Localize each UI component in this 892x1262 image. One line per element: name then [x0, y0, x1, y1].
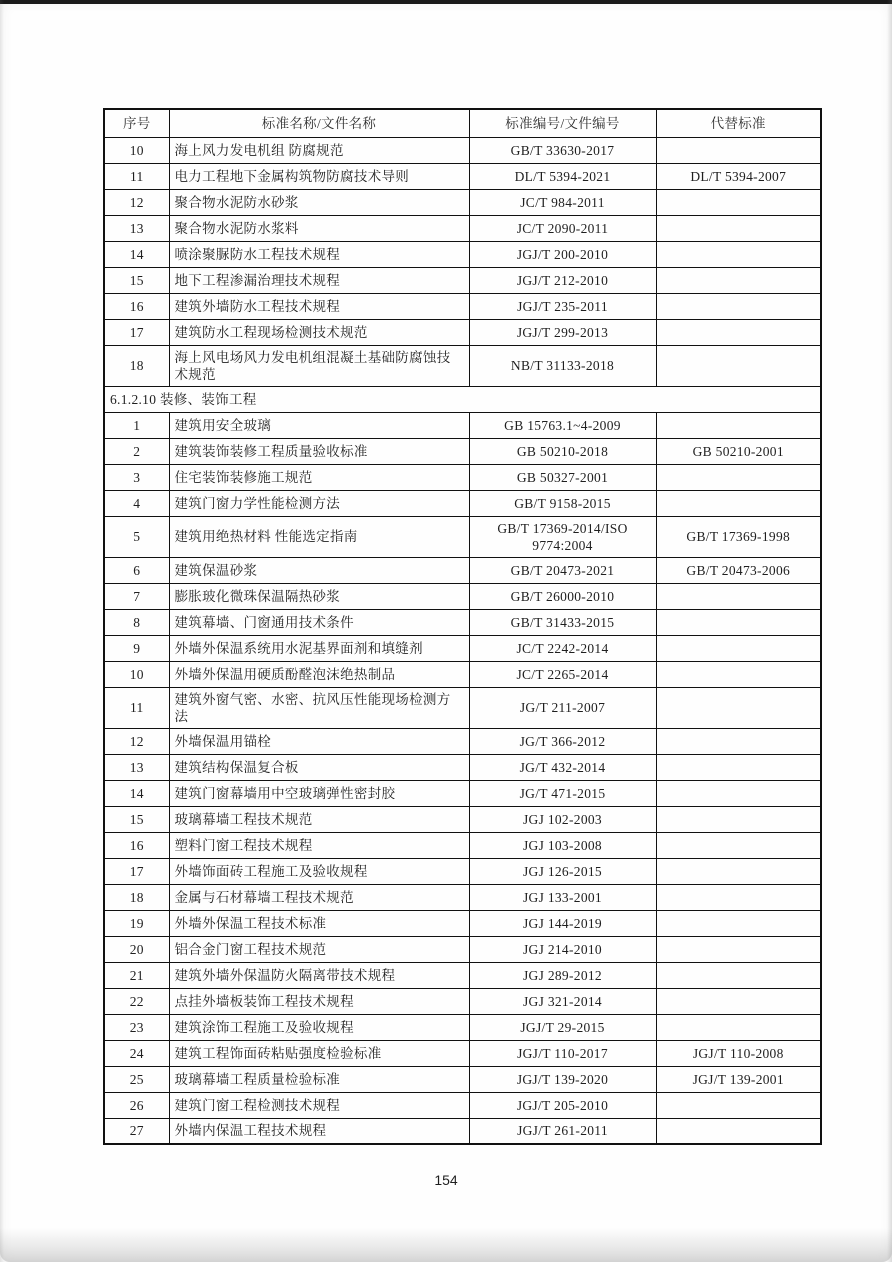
serial-number-cell: 20: [104, 936, 169, 962]
table-row: [104, 189, 821, 215]
serial-number-cell: 7: [104, 583, 169, 609]
standard-name-cell: 建筑保温砂浆: [169, 557, 469, 583]
standard-name-cell: 外墙内保温工程技术规程: [169, 1118, 469, 1144]
page-number: 154: [434, 1172, 458, 1188]
standard-name-cell: 建筑幕墙、门窗通用技术条件: [169, 609, 469, 635]
standard-name-cell: 外墙饰面砖工程施工及验收规程: [169, 858, 469, 884]
scan-right-edge: [887, 0, 892, 1262]
replaced-standard-cell: GB/T 17369-1998: [656, 516, 821, 557]
replaced-standard-cell: [656, 319, 821, 345]
replaced-standard-cell: [656, 661, 821, 687]
table-row: [104, 464, 821, 490]
standard-code-cell: JG/T 366-2012: [469, 728, 656, 754]
replaced-standard-cell: [656, 583, 821, 609]
standard-name-cell: 外墙外保温系统用水泥基界面剂和填缝剂: [169, 635, 469, 661]
table-row: [104, 806, 821, 832]
serial-number-cell: 6: [104, 557, 169, 583]
standard-code-cell: JGJ/T 29-2015: [469, 1014, 656, 1040]
replaced-standard-cell: [656, 412, 821, 438]
serial-number-cell: 19: [104, 910, 169, 936]
standard-name-cell: 外墙外保温工程技术标准: [169, 910, 469, 936]
standard-code-cell: JGJ 289-2012: [469, 962, 656, 988]
standard-code-cell: JC/T 2265-2014: [469, 661, 656, 687]
replaced-standard-cell: [656, 988, 821, 1014]
standard-code-cell: JC/T 2090-2011: [469, 215, 656, 241]
standard-code-cell: JGJ 103-2008: [469, 832, 656, 858]
serial-number-cell: 18: [104, 345, 169, 386]
replaced-standard-cell: [656, 780, 821, 806]
replaced-standard-cell: [656, 1118, 821, 1144]
table-row: [104, 267, 821, 293]
table-row: [104, 557, 821, 583]
standard-name-cell: 建筑用绝热材料 性能选定指南: [169, 516, 469, 557]
serial-number-cell: 25: [104, 1066, 169, 1092]
serial-number-cell: 27: [104, 1118, 169, 1144]
table-row: [104, 215, 821, 241]
standard-code-cell: JC/T 2242-2014: [469, 635, 656, 661]
standard-name-cell: 建筑门窗力学性能检测方法: [169, 490, 469, 516]
table-row: [104, 832, 821, 858]
table-row: [104, 241, 821, 267]
table-row: [104, 412, 821, 438]
standard-code-cell: JGJ/T 261-2011: [469, 1118, 656, 1144]
standard-code-cell: JGJ/T 212-2010: [469, 267, 656, 293]
serial-number-cell: 13: [104, 754, 169, 780]
table-body: [104, 137, 821, 1144]
replaced-standard-cell: DL/T 5394-2007: [656, 163, 821, 189]
standard-name-cell: 建筑结构保温复合板: [169, 754, 469, 780]
standard-name-cell: 喷涂聚脲防水工程技术规程: [169, 241, 469, 267]
serial-number-cell: 23: [104, 1014, 169, 1040]
serial-number-cell: 3: [104, 464, 169, 490]
standard-name-cell: 住宅装饰装修施工规范: [169, 464, 469, 490]
standard-name-cell: 海上风力发电机组 防腐规范: [169, 137, 469, 163]
serial-number-cell: 9: [104, 635, 169, 661]
table-row: [104, 293, 821, 319]
table-row: [104, 583, 821, 609]
serial-number-cell: 4: [104, 490, 169, 516]
standard-code-cell: NB/T 31133-2018: [469, 345, 656, 386]
standard-name-cell: 海上风电场风力发电机组混凝土基础防腐蚀技术规范: [169, 345, 469, 386]
standard-code-cell: JGJ 133-2001: [469, 884, 656, 910]
standard-code-cell: JGJ 144-2019: [469, 910, 656, 936]
replaced-standard-cell: [656, 609, 821, 635]
serial-number-cell: 5: [104, 516, 169, 557]
standard-code-cell: JGJ/T 205-2010: [469, 1092, 656, 1118]
standard-name-cell: 建筑门窗工程检测技术规程: [169, 1092, 469, 1118]
replaced-standard-cell: [656, 267, 821, 293]
standard-name-cell: 建筑工程饰面砖粘贴强度检验标准: [169, 1040, 469, 1066]
standard-code-cell: GB/T 31433-2015: [469, 609, 656, 635]
replaced-standard-cell: [656, 806, 821, 832]
standard-code-cell: GB 15763.1~4-2009: [469, 412, 656, 438]
table-row: [104, 490, 821, 516]
serial-number-cell: 12: [104, 189, 169, 215]
serial-number-cell: 11: [104, 687, 169, 728]
standard-code-cell: JGJ/T 200-2010: [469, 241, 656, 267]
replaced-standard-cell: [656, 962, 821, 988]
table-row: [104, 910, 821, 936]
serial-number-cell: 14: [104, 241, 169, 267]
table-row: [104, 345, 821, 386]
table-row: [104, 858, 821, 884]
replaced-standard-cell: [656, 858, 821, 884]
replaced-standard-cell: JGJ/T 110-2008: [656, 1040, 821, 1066]
serial-number-cell: 13: [104, 215, 169, 241]
serial-number-cell: 18: [104, 884, 169, 910]
replaced-standard-cell: [656, 936, 821, 962]
standard-code-cell: GB/T 17369-2014/ISO 9774:2004: [469, 516, 656, 557]
table-row: [104, 1066, 821, 1092]
table-row: [104, 661, 821, 687]
standard-name-cell: 聚合物水泥防水浆料: [169, 215, 469, 241]
replaced-standard-cell: [656, 137, 821, 163]
table-row: [104, 884, 821, 910]
standard-name-cell: 建筑涂饰工程施工及验收规程: [169, 1014, 469, 1040]
replaced-standard-cell: [656, 293, 821, 319]
serial-number-cell: 16: [104, 293, 169, 319]
table-row: [104, 687, 821, 728]
serial-number-cell: 2: [104, 438, 169, 464]
serial-number-cell: 15: [104, 806, 169, 832]
standard-name-cell: 外墙外保温用硬质酚醛泡沫绝热制品: [169, 661, 469, 687]
standard-code-cell: JG/T 432-2014: [469, 754, 656, 780]
standard-name-cell: 铝合金门窗工程技术规范: [169, 936, 469, 962]
serial-number-cell: 21: [104, 962, 169, 988]
serial-number-cell: 15: [104, 267, 169, 293]
standard-code-cell: GB/T 20473-2021: [469, 557, 656, 583]
replaced-standard-cell: [656, 910, 821, 936]
header-standard-name: 标准名称/文件名称: [169, 109, 469, 137]
standard-code-cell: GB/T 9158-2015: [469, 490, 656, 516]
serial-number-cell: 8: [104, 609, 169, 635]
standard-name-cell: 玻璃幕墙工程技术规范: [169, 806, 469, 832]
replaced-standard-cell: JGJ/T 139-2001: [656, 1066, 821, 1092]
header-serial-number: 序号: [104, 109, 169, 137]
serial-number-cell: 11: [104, 163, 169, 189]
standard-name-cell: 建筑门窗幕墙用中空玻璃弹性密封胶: [169, 780, 469, 806]
table-row: [104, 609, 821, 635]
section-label: 6.1.2.10 装修、装饰工程: [104, 386, 821, 412]
table-row: [104, 1040, 821, 1066]
replaced-standard-cell: [656, 635, 821, 661]
standard-code-cell: GB 50327-2001: [469, 464, 656, 490]
standard-name-cell: 电力工程地下金属构筑物防腐技术导则: [169, 163, 469, 189]
standard-name-cell: 聚合物水泥防水砂浆: [169, 189, 469, 215]
standard-code-cell: DL/T 5394-2021: [469, 163, 656, 189]
standard-name-cell: 点挂外墙板装饰工程技术规程: [169, 988, 469, 1014]
standard-code-cell: JG/T 211-2007: [469, 687, 656, 728]
serial-number-cell: 14: [104, 780, 169, 806]
standard-name-cell: 建筑防水工程现场检测技术规范: [169, 319, 469, 345]
replaced-standard-cell: [656, 884, 821, 910]
standard-name-cell: 金属与石材幕墙工程技术规范: [169, 884, 469, 910]
standard-name-cell: 建筑外窗气密、水密、抗风压性能现场检测方法: [169, 687, 469, 728]
table-row: [104, 438, 821, 464]
standard-code-cell: JGJ 214-2010: [469, 936, 656, 962]
replaced-standard-cell: [656, 490, 821, 516]
standard-name-cell: 建筑用安全玻璃: [169, 412, 469, 438]
replaced-standard-cell: [656, 215, 821, 241]
replaced-standard-cell: [656, 728, 821, 754]
standard-code-cell: JGJ/T 110-2017: [469, 1040, 656, 1066]
table-row: [104, 319, 821, 345]
standard-name-cell: 塑料门窗工程技术规程: [169, 832, 469, 858]
replaced-standard-cell: [656, 687, 821, 728]
section-row: [104, 386, 821, 412]
serial-number-cell: 10: [104, 137, 169, 163]
standard-name-cell: 地下工程渗漏治理技术规程: [169, 267, 469, 293]
replaced-standard-cell: [656, 241, 821, 267]
header-replaced-standard: 代替标准: [656, 109, 821, 137]
serial-number-cell: 1: [104, 412, 169, 438]
serial-number-cell: 17: [104, 858, 169, 884]
replaced-standard-cell: [656, 345, 821, 386]
standard-code-cell: JC/T 984-2011: [469, 189, 656, 215]
replaced-standard-cell: [656, 754, 821, 780]
standard-code-cell: JGJ/T 139-2020: [469, 1066, 656, 1092]
table-row: [104, 516, 821, 557]
table-row: [104, 1118, 821, 1144]
serial-number-cell: 16: [104, 832, 169, 858]
standard-code-cell: JGJ/T 235-2011: [469, 293, 656, 319]
standards-table: [103, 108, 822, 1145]
standard-code-cell: JGJ/T 299-2013: [469, 319, 656, 345]
replaced-standard-cell: [656, 832, 821, 858]
standard-name-cell: 建筑装饰装修工程质量验收标准: [169, 438, 469, 464]
replaced-standard-cell: [656, 189, 821, 215]
standard-name-cell: 玻璃幕墙工程质量检验标准: [169, 1066, 469, 1092]
replaced-standard-cell: GB/T 20473-2006: [656, 557, 821, 583]
table-row: [104, 728, 821, 754]
table-row: [104, 962, 821, 988]
serial-number-cell: 24: [104, 1040, 169, 1066]
standard-code-cell: JGJ 126-2015: [469, 858, 656, 884]
standard-name-cell: 建筑外墙防水工程技术规程: [169, 293, 469, 319]
header-standard-code: 标准编号/文件编号: [469, 109, 656, 137]
scan-top-edge: [0, 0, 892, 4]
replaced-standard-cell: [656, 1014, 821, 1040]
standard-name-cell: 建筑外墙外保温防火隔离带技术规程: [169, 962, 469, 988]
serial-number-cell: 17: [104, 319, 169, 345]
table-header-row: [104, 109, 821, 137]
table-row: [104, 936, 821, 962]
scan-bottom-shadow: [0, 1228, 892, 1262]
table-row: [104, 1014, 821, 1040]
table-row: [104, 780, 821, 806]
replaced-standard-cell: GB 50210-2001: [656, 438, 821, 464]
table-row: [104, 754, 821, 780]
standard-code-cell: GB/T 26000-2010: [469, 583, 656, 609]
table-row: [104, 635, 821, 661]
standard-name-cell: 外墙保温用锚栓: [169, 728, 469, 754]
table-row: [104, 163, 821, 189]
replaced-standard-cell: [656, 464, 821, 490]
standard-code-cell: JGJ 321-2014: [469, 988, 656, 1014]
standard-code-cell: GB/T 33630-2017: [469, 137, 656, 163]
serial-number-cell: 12: [104, 728, 169, 754]
table-row: [104, 988, 821, 1014]
standard-code-cell: GB 50210-2018: [469, 438, 656, 464]
table-row: [104, 137, 821, 163]
serial-number-cell: 22: [104, 988, 169, 1014]
standard-code-cell: JG/T 471-2015: [469, 780, 656, 806]
standard-code-cell: JGJ 102-2003: [469, 806, 656, 832]
serial-number-cell: 26: [104, 1092, 169, 1118]
standard-name-cell: 膨胀玻化微珠保温隔热砂浆: [169, 583, 469, 609]
serial-number-cell: 10: [104, 661, 169, 687]
replaced-standard-cell: [656, 1092, 821, 1118]
scan-left-edge: [0, 0, 4, 1262]
table-row: [104, 1092, 821, 1118]
